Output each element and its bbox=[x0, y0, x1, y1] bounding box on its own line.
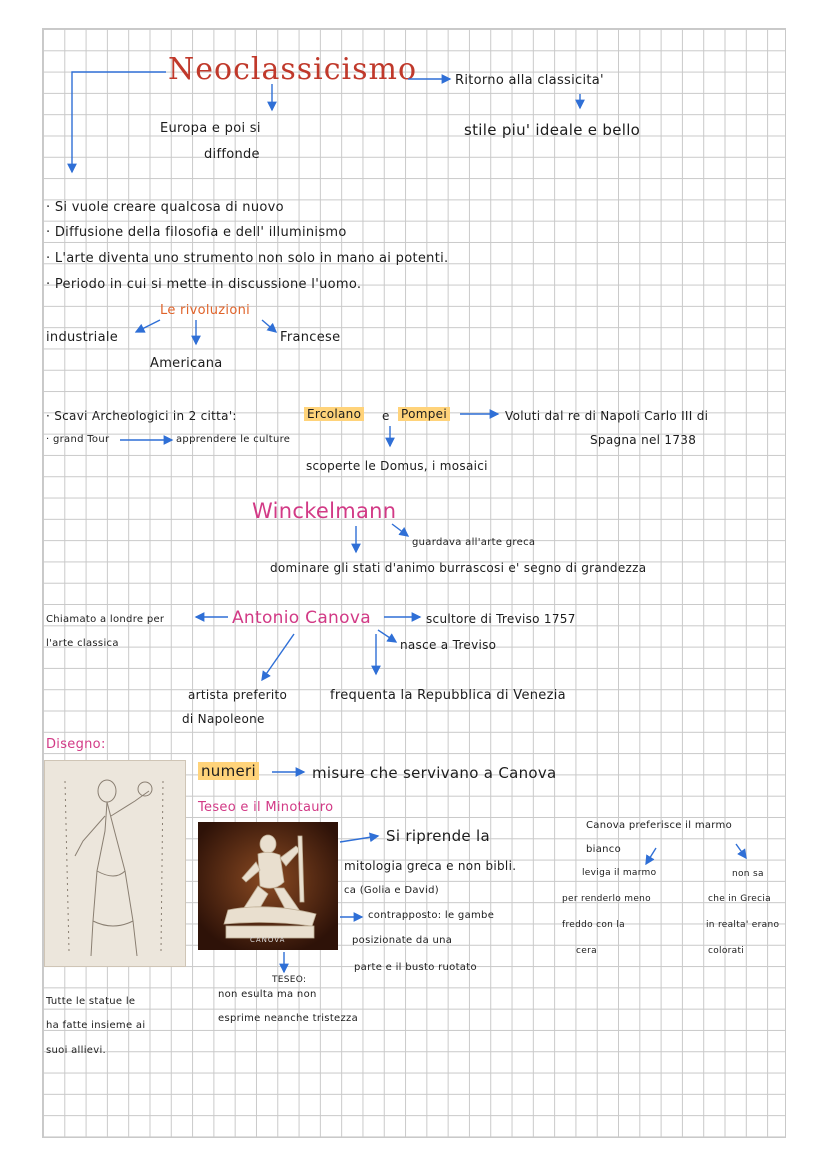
teseo-riprende: Si riprende la bbox=[386, 827, 490, 845]
teseo-golia: ca (Golia e David) bbox=[344, 885, 439, 896]
canova-nasce: nasce a Treviso bbox=[400, 638, 497, 652]
statue-note-3: suoi allievi. bbox=[46, 1045, 107, 1056]
marble-per: per renderlo meno bbox=[562, 894, 651, 904]
teseo-esprime: esprime neanche tristezza bbox=[218, 1013, 359, 1024]
teseo-contrapposto: contrapposto: le gambe bbox=[368, 910, 495, 921]
bullet-3: · L'arte diventa uno strumento non solo in mano ai potenti. bbox=[46, 251, 449, 266]
canova-scultore: scultore di Treviso 1757 bbox=[426, 612, 576, 626]
europa-line1: Europa e poi si bbox=[160, 121, 261, 136]
grand-tour: · grand Tour bbox=[46, 434, 110, 445]
marble-cera: cera bbox=[576, 946, 597, 956]
numeri: numeri bbox=[198, 762, 259, 780]
marble-leviga: leviga il marmo bbox=[582, 868, 657, 878]
ercolano-pompei-and: e bbox=[382, 409, 390, 423]
rev-american: Americana bbox=[150, 356, 223, 371]
bullet-4: · Periodo in cui si mette in discussione l'uomo. bbox=[46, 277, 362, 292]
europa-line2: diffonde bbox=[204, 147, 260, 162]
winckelmann-greek: guardava all'arte greca bbox=[412, 537, 536, 548]
apprendere-culture: apprendere le culture bbox=[176, 434, 291, 445]
marble-colorati: colorati bbox=[708, 946, 745, 956]
marble-realta: in realta' erano bbox=[706, 920, 780, 930]
teseo-statue-image bbox=[198, 822, 338, 950]
statue-note-2: ha fatte insieme ai bbox=[46, 1020, 146, 1031]
teseo-title: Teseo e il Minotauro bbox=[198, 800, 334, 815]
marble-bianco: bianco bbox=[586, 844, 622, 855]
marble-prefers: Canova preferisce il marmo bbox=[586, 820, 732, 831]
canova-frequenta: frequenta la Repubblica di Venezia bbox=[330, 688, 566, 703]
rev-industrial: industriale bbox=[46, 330, 119, 345]
canova-drawing-image bbox=[44, 760, 186, 967]
canova-chiamato-2: l'arte classica bbox=[46, 638, 119, 649]
canova-artista-1: artista preferito bbox=[188, 688, 288, 702]
statue-note-1: Tutte le statue le bbox=[46, 996, 136, 1007]
marble-nonsa: non sa bbox=[732, 869, 764, 879]
excavations-line: · Scavi Archeologici in 2 citta': bbox=[46, 409, 237, 423]
canova-artista-2: di Napoleone bbox=[182, 712, 265, 726]
disegno-label: Disegno: bbox=[46, 737, 106, 752]
pompei: Pompei bbox=[398, 407, 450, 421]
bullet-2: · Diffusione della filosofia e dell' illuminismo bbox=[46, 225, 347, 240]
right-heading: Ritorno alla classicita' bbox=[455, 73, 604, 88]
winckelmann-title: Winckelmann bbox=[252, 499, 397, 523]
canova-title: Antonio Canova bbox=[232, 608, 371, 628]
ercolano: Ercolano bbox=[304, 407, 364, 421]
misure-canova: misure che servivano a Canova bbox=[312, 764, 557, 782]
voluti-dal-re: Voluti dal re di Napoli Carlo III di bbox=[505, 409, 709, 423]
right-subheading: stile piu' ideale e bello bbox=[464, 121, 641, 139]
teseo-busto: parte e il busto ruotato bbox=[354, 962, 477, 973]
page-title: Neoclassicismo bbox=[168, 52, 418, 87]
marble-grecia: che in Grecia bbox=[708, 894, 771, 904]
rev-french: Francese bbox=[280, 330, 341, 345]
revolutions-title: Le rivoluzioni bbox=[160, 303, 251, 318]
teseo-esulta: non esulta ma non bbox=[218, 989, 317, 1000]
spagna-1738: Spagna nel 1738 bbox=[590, 433, 697, 447]
bullet-1: · Si vuole creare qualcosa di nuovo bbox=[46, 200, 284, 215]
marble-freddo: freddo con la bbox=[562, 920, 625, 930]
teseo-mitologia: mitologia greca e non bibli. bbox=[344, 859, 517, 873]
statue-caption: CANOVA bbox=[250, 936, 286, 944]
teseo-label: TESEO: bbox=[272, 975, 307, 985]
canova-chiamato-1: Chiamato a londre per bbox=[46, 614, 165, 625]
teseo-posizionate: posizionate da una bbox=[352, 935, 453, 946]
winckelmann-dominare: dominare gli stati d'animo burrascosi e' segno di grandezza bbox=[270, 561, 647, 575]
scoperte-domus: scoperte le Domus, i mosaici bbox=[306, 459, 488, 473]
